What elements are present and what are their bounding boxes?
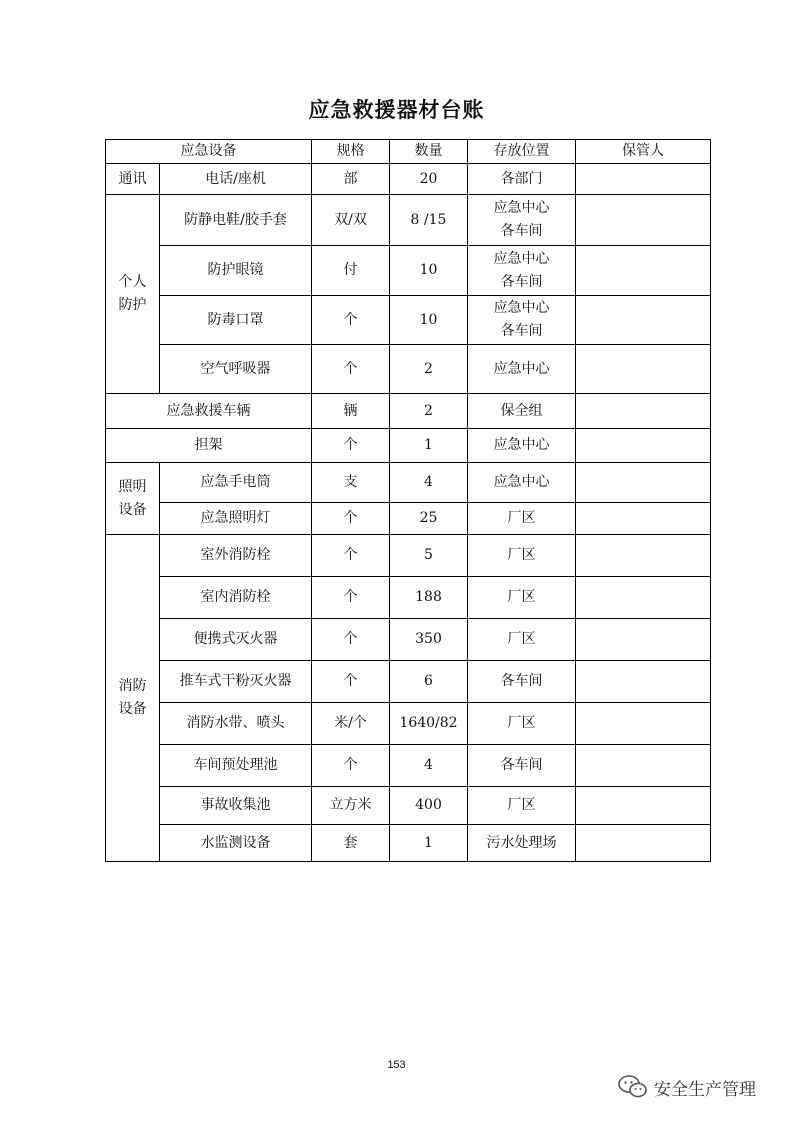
row-keeper: [576, 345, 711, 394]
row-name: 空气呼吸器: [160, 345, 312, 394]
header-keeper: 保管人: [576, 140, 711, 164]
row-keeper: [576, 195, 711, 246]
row-spec: 付: [312, 246, 390, 296]
row-keeper: [576, 246, 711, 296]
row-qty: 4: [390, 745, 468, 787]
table-header-row: [106, 140, 711, 164]
row-qty: 350: [390, 619, 468, 661]
row-qty: 2: [390, 345, 468, 394]
row-location: 各部门: [468, 164, 576, 195]
table-row: [106, 825, 711, 862]
row-qty: 6: [390, 661, 468, 703]
row-location: 厂区: [468, 787, 576, 825]
row-location: 应急中心 各车间: [468, 246, 576, 296]
row-name: 担架: [106, 429, 312, 463]
row-spec: 双/双: [312, 195, 390, 246]
row-spec: 立方米: [312, 787, 390, 825]
table-row: [106, 345, 711, 394]
row-location: 应急中心: [468, 345, 576, 394]
row-keeper: [576, 787, 711, 825]
row-name: 车间预处理池: [160, 745, 312, 787]
header-device: 应急设备: [106, 140, 312, 164]
page-title: 应急救援器材台账: [308, 97, 485, 122]
row-location: 各车间: [468, 661, 576, 703]
row-name: 应急救援车辆: [106, 394, 312, 429]
row-name: 电话/座机: [160, 164, 312, 195]
header-qty: 数量: [390, 140, 468, 164]
watermark: [618, 1074, 756, 1100]
table-row: [106, 745, 711, 787]
row-name: 室内消防栓: [160, 577, 312, 619]
table-row: [106, 619, 711, 661]
wechat-icon: [618, 1074, 648, 1100]
header-location: 存放位置: [468, 140, 576, 164]
row-name: 事故收集池: [160, 787, 312, 825]
table-row: [106, 787, 711, 825]
row-location: 厂区: [468, 535, 576, 577]
row-qty: 2: [390, 394, 468, 429]
row-keeper: [576, 463, 711, 503]
row-location: 应急中心: [468, 463, 576, 503]
row-spec: 个: [312, 619, 390, 661]
table-row: [106, 246, 711, 296]
row-location: 应急中心 各车间: [468, 296, 576, 345]
table-row: [106, 195, 711, 246]
row-name: 水监测设备: [160, 825, 312, 862]
row-keeper: [576, 661, 711, 703]
row-keeper: [576, 296, 711, 345]
equipment-ledger-table: [105, 139, 711, 862]
row-location: 厂区: [468, 577, 576, 619]
table-row: [106, 296, 711, 345]
row-keeper: [576, 164, 711, 195]
table-row: [106, 429, 711, 463]
row-spec: 个: [312, 503, 390, 535]
row-qty: 1640/82: [390, 703, 468, 745]
row-qty: 10: [390, 296, 468, 345]
row-location: 应急中心: [468, 429, 576, 463]
row-keeper: [576, 577, 711, 619]
row-location: 保全组: [468, 394, 576, 429]
row-qty: 4: [390, 463, 468, 503]
row-name: 应急手电筒: [160, 463, 312, 503]
row-qty: 25: [390, 503, 468, 535]
row-spec: 个: [312, 535, 390, 577]
row-name: 便携式灭火器: [160, 619, 312, 661]
row-qty: 20: [390, 164, 468, 195]
header-spec: 规格: [312, 140, 390, 164]
table-row: [106, 463, 711, 503]
group-fire: 消防 设备: [106, 535, 160, 862]
row-qty: 10: [390, 246, 468, 296]
row-qty: 188: [390, 577, 468, 619]
row-spec: 支: [312, 463, 390, 503]
row-location: 厂区: [468, 703, 576, 745]
row-keeper: [576, 394, 711, 429]
row-location: 各车间: [468, 745, 576, 787]
row-spec: 个: [312, 429, 390, 463]
row-spec: 个: [312, 296, 390, 345]
row-spec: 米/个: [312, 703, 390, 745]
row-spec: 个: [312, 745, 390, 787]
row-name: 防毒口罩: [160, 296, 312, 345]
row-name: 消防水带、喷头: [160, 703, 312, 745]
row-keeper: [576, 745, 711, 787]
row-qty: 1: [390, 825, 468, 862]
table-row: [106, 503, 711, 535]
row-keeper: [576, 503, 711, 535]
row-location: 应急中心 各车间: [468, 195, 576, 246]
row-name: 防护眼镜: [160, 246, 312, 296]
table-row: [106, 164, 711, 195]
table-row: [106, 661, 711, 703]
row-spec: 个: [312, 345, 390, 394]
row-spec: 套: [312, 825, 390, 862]
row-keeper: [576, 535, 711, 577]
watermark-text: 安全生产管理: [654, 1079, 756, 1099]
row-spec: 个: [312, 661, 390, 703]
row-keeper: [576, 619, 711, 661]
table-row: [106, 703, 711, 745]
row-spec: 个: [312, 577, 390, 619]
row-spec: 部: [312, 164, 390, 195]
row-qty: 1: [390, 429, 468, 463]
group-personal: 个人 防护: [106, 195, 160, 394]
group-lighting: 照明 设备: [106, 463, 160, 535]
row-qty: 8 /15: [390, 195, 468, 246]
row-keeper: [576, 429, 711, 463]
row-location: 厂区: [468, 619, 576, 661]
group-comm: 通讯: [106, 164, 160, 195]
row-location: 污水处理场: [468, 825, 576, 862]
row-name: 推车式干粉灭火器: [160, 661, 312, 703]
table-row: [106, 394, 711, 429]
row-qty: 5: [390, 535, 468, 577]
page-number: 153: [387, 1059, 406, 1071]
table-row: [106, 577, 711, 619]
table-row: [106, 535, 711, 577]
row-keeper: [576, 825, 711, 862]
row-keeper: [576, 703, 711, 745]
row-name: 室外消防栓: [160, 535, 312, 577]
row-name: 应急照明灯: [160, 503, 312, 535]
row-spec: 辆: [312, 394, 390, 429]
row-name: 防静电鞋/胶手套: [160, 195, 312, 246]
row-qty: 400: [390, 787, 468, 825]
row-location: 厂区: [468, 503, 576, 535]
